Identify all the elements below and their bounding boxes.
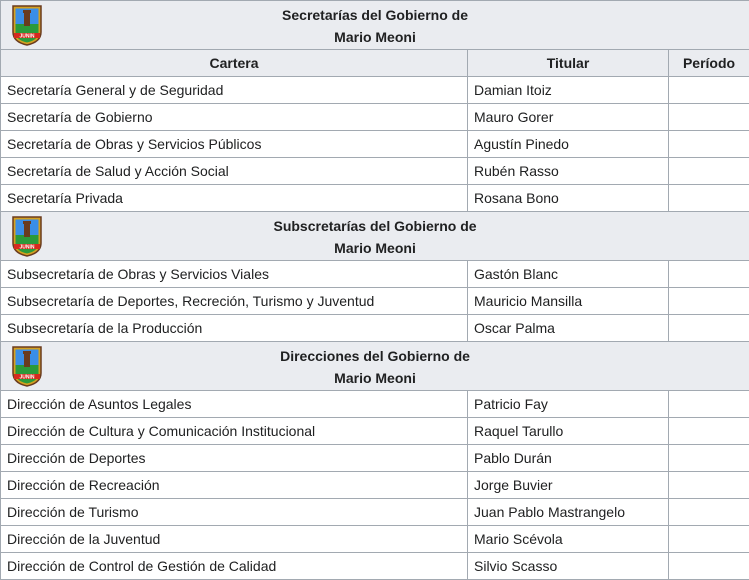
cartera-cell: Dirección de la Juventud: [1, 526, 468, 553]
column-header-row: [1, 50, 749, 77]
junin-crest-icon: [11, 345, 43, 387]
titular-cell: Damian Itoiz: [468, 77, 669, 104]
periodo-cell: [669, 418, 749, 445]
section-header-row: [1, 342, 749, 391]
cartera-cell: Subsecretaría de la Producción: [1, 315, 468, 342]
section-title-line1: Secretarías del Gobierno de: [282, 7, 468, 23]
titular-cell: Silvio Scasso: [468, 553, 669, 580]
svg-text:JUNIN: JUNIN: [19, 244, 35, 251]
section-title-line2: Mario Meoni: [334, 370, 416, 386]
titular-cell: Pablo Durán: [468, 445, 669, 472]
titular-cell: Mauro Gorer: [468, 104, 669, 131]
section-title: [1, 2, 749, 48]
table-row: [1, 315, 749, 342]
cartera-cell: Subsecretaría de Deportes, Recreción, Turismo y Juventud: [1, 288, 468, 315]
titular-cell: Rubén Rasso: [468, 158, 669, 185]
periodo-cell: [669, 553, 749, 580]
svg-text:JUNIN: JUNIN: [19, 33, 35, 40]
junin-crest-icon: [11, 4, 43, 46]
table-row: [1, 158, 749, 185]
section-title-line2: Mario Meoni: [334, 29, 416, 45]
periodo-cell: [669, 472, 749, 499]
periodo-cell: [669, 131, 749, 158]
periodo-cell: [669, 499, 749, 526]
section-title: [1, 343, 749, 389]
cartera-cell: Secretaría de Salud y Acción Social: [1, 158, 468, 185]
titular-cell: Gastón Blanc: [468, 261, 669, 288]
table-row: [1, 445, 749, 472]
periodo-cell: [669, 391, 749, 418]
table-row: [1, 418, 749, 445]
cartera-cell: Secretaría de Obras y Servicios Públicos: [1, 131, 468, 158]
section-title: [1, 213, 749, 259]
junin-crest-icon: [11, 215, 43, 257]
table-row: [1, 391, 749, 418]
section-header-row: [1, 212, 749, 261]
section-header: [1, 212, 749, 261]
table-row: [1, 499, 749, 526]
column-header-periodo: Período: [669, 50, 749, 77]
table-row: [1, 131, 749, 158]
table-row: [1, 288, 749, 315]
table-row: [1, 185, 749, 212]
section-title-line2: Mario Meoni: [334, 240, 416, 256]
section-header-row: [1, 1, 749, 50]
table-row: [1, 472, 749, 499]
cartera-cell: Dirección de Deportes: [1, 445, 468, 472]
table-row: [1, 104, 749, 131]
titular-cell: Jorge Buvier: [468, 472, 669, 499]
cartera-cell: Dirección de Control de Gestión de Calidad: [1, 553, 468, 580]
periodo-cell: [669, 445, 749, 472]
table-row: [1, 553, 749, 580]
section-header: [1, 342, 749, 391]
cartera-cell: Dirección de Turismo: [1, 499, 468, 526]
cartera-cell: Secretaría Privada: [1, 185, 468, 212]
cartera-cell: Dirección de Asuntos Legales: [1, 391, 468, 418]
cartera-cell: Subsecretaría de Obras y Servicios Viales: [1, 261, 468, 288]
section-title-line1: Direcciones del Gobierno de: [280, 348, 470, 364]
periodo-cell: [669, 104, 749, 131]
titular-cell: Mario Scévola: [468, 526, 669, 553]
table-row: [1, 261, 749, 288]
titular-cell: Agustín Pinedo: [468, 131, 669, 158]
cartera-cell: Dirección de Cultura y Comunicación Institucional: [1, 418, 468, 445]
cartera-cell: Dirección de Recreación: [1, 472, 468, 499]
titular-cell: Patricio Fay: [468, 391, 669, 418]
titular-cell: Mauricio Mansilla: [468, 288, 669, 315]
titular-cell: Oscar Palma: [468, 315, 669, 342]
table-row: [1, 77, 749, 104]
section-header: [1, 1, 749, 50]
periodo-cell: [669, 288, 749, 315]
periodo-cell: [669, 315, 749, 342]
periodo-cell: [669, 185, 749, 212]
section-title-line1: Subscretarías del Gobierno de: [273, 218, 477, 234]
column-header-cartera: Cartera: [1, 50, 468, 77]
column-header-titular: Titular: [468, 50, 669, 77]
svg-text:JUNIN: JUNIN: [19, 374, 35, 381]
table-body: [1, 1, 749, 580]
cartera-cell: Secretaría de Gobierno: [1, 104, 468, 131]
cartera-cell: Secretaría General y de Seguridad: [1, 77, 468, 104]
titular-cell: Juan Pablo Mastrangelo: [468, 499, 669, 526]
periodo-cell: [669, 77, 749, 104]
table-row: [1, 526, 749, 553]
periodo-cell: [669, 261, 749, 288]
periodo-cell: [669, 158, 749, 185]
titular-cell: Rosana Bono: [468, 185, 669, 212]
periodo-cell: [669, 526, 749, 553]
titular-cell: Raquel Tarullo: [468, 418, 669, 445]
